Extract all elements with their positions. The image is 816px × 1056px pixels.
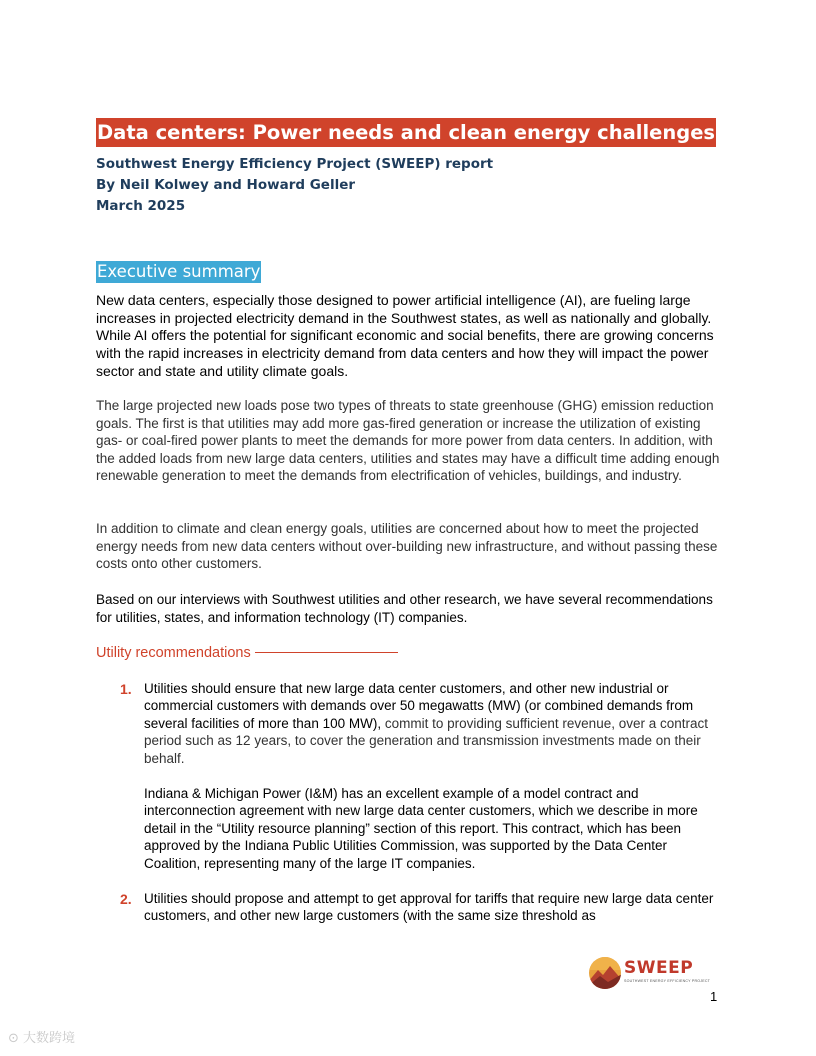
page-number: 1 <box>710 989 718 1004</box>
document-title: Data centers: Power needs and clean energy challenges <box>96 118 716 147</box>
report-authors: By Neil Kolwey and Howard Geller <box>96 177 356 193</box>
recommendation-2-main: Utilities should propose and attempt to get approval for tariffs that require new large data center customers, and other new large customers (with the same size threshold as <box>144 891 714 924</box>
logo-tagline: SOUTHWEST ENERGY EFFICIENCY PROJECT <box>624 979 711 983</box>
recommendation-1-main: Utilities should ensure that new large data center customers, and other new industrial or commercial customers with demands over 50 megawatts (MW) (or combined demands from several facilities of more than 100 MW), <box>144 681 694 731</box>
report-meta <box>96 154 493 217</box>
section-heading-executive-summary: Executive summary <box>97 262 261 281</box>
recommendation-1-followup: Indiana & Michigan Power (I&M) has an excellent example of a model contract and interconnection agreement with new large data center customers, which we describe in more detail in the “Utility resource planning” section of this report. This contract, which has been approved by the Indiana Public Utilities Commission, was supported by the Data Center Coalition, representing many of the large IT companies. <box>144 786 698 871</box>
subheading-label: Utility recommendations <box>96 645 251 661</box>
utility-recommendations-heading <box>96 644 398 662</box>
recommendation-number-2: 2. <box>120 891 132 907</box>
recommendation-number-1: 1. <box>120 681 132 697</box>
recommendation-1-text <box>144 680 724 767</box>
recommendation-2-text <box>144 890 724 925</box>
paragraph-4: Based on our interviews with Southwest utilities and other research, we have several recommendations for utilities, states, and information technology (IT) companies. <box>96 592 713 625</box>
sun-mountain-icon <box>588 956 622 990</box>
watermark-text: 大数跨境 <box>23 1031 76 1046</box>
report-subtitle: Southwest Energy Efficiency Project (SWEEP) report <box>96 156 494 172</box>
paragraph-3: In addition to climate and clean energy goals, utilities are concerned about how to meet the projected energy needs from new data centers without over-building new infrastructure, and without passing these costs onto other customers. <box>96 521 718 572</box>
paragraph-2: The large projected new loads pose two types of threats to state greenhouse (GHG) emission reduction goals. The first is that utilities may add more gas-fired generation or increase the utilization of existing gas- or coal-fired power plants to meet the demands for more power from data centers. In addition, with the added loads from new large data centers, utilities and states may have a difficult time adding enough renewable generation to meet the demands from electrification of vehicles, buildings, and industry. <box>96 398 720 484</box>
subheading-rule <box>255 652 398 653</box>
sweep-logo <box>588 955 711 991</box>
paragraph-1: New data centers, especially those designed to power artificial intelligence (AI), are fueling large increases in projected electricity demand in the Southwest states, as well as nationally and globally. While AI offers the potential for significant economic and social benefits, there are growing concerns with the rapid increases in electricity demand from data centers and how they will impact the power sector and state and utility climate goals. <box>96 292 714 379</box>
logo-wordmark: SWEEP <box>624 958 694 978</box>
watermark-icon: ⊙ <box>8 1031 19 1046</box>
watermark <box>8 1030 75 1048</box>
report-date: March 2025 <box>96 198 186 214</box>
recommendation-1-continued: commit to providing sufficient revenue, over a contract period such as 12 years, to cover the generation and transmission investments made on their behalf. <box>144 715 709 766</box>
